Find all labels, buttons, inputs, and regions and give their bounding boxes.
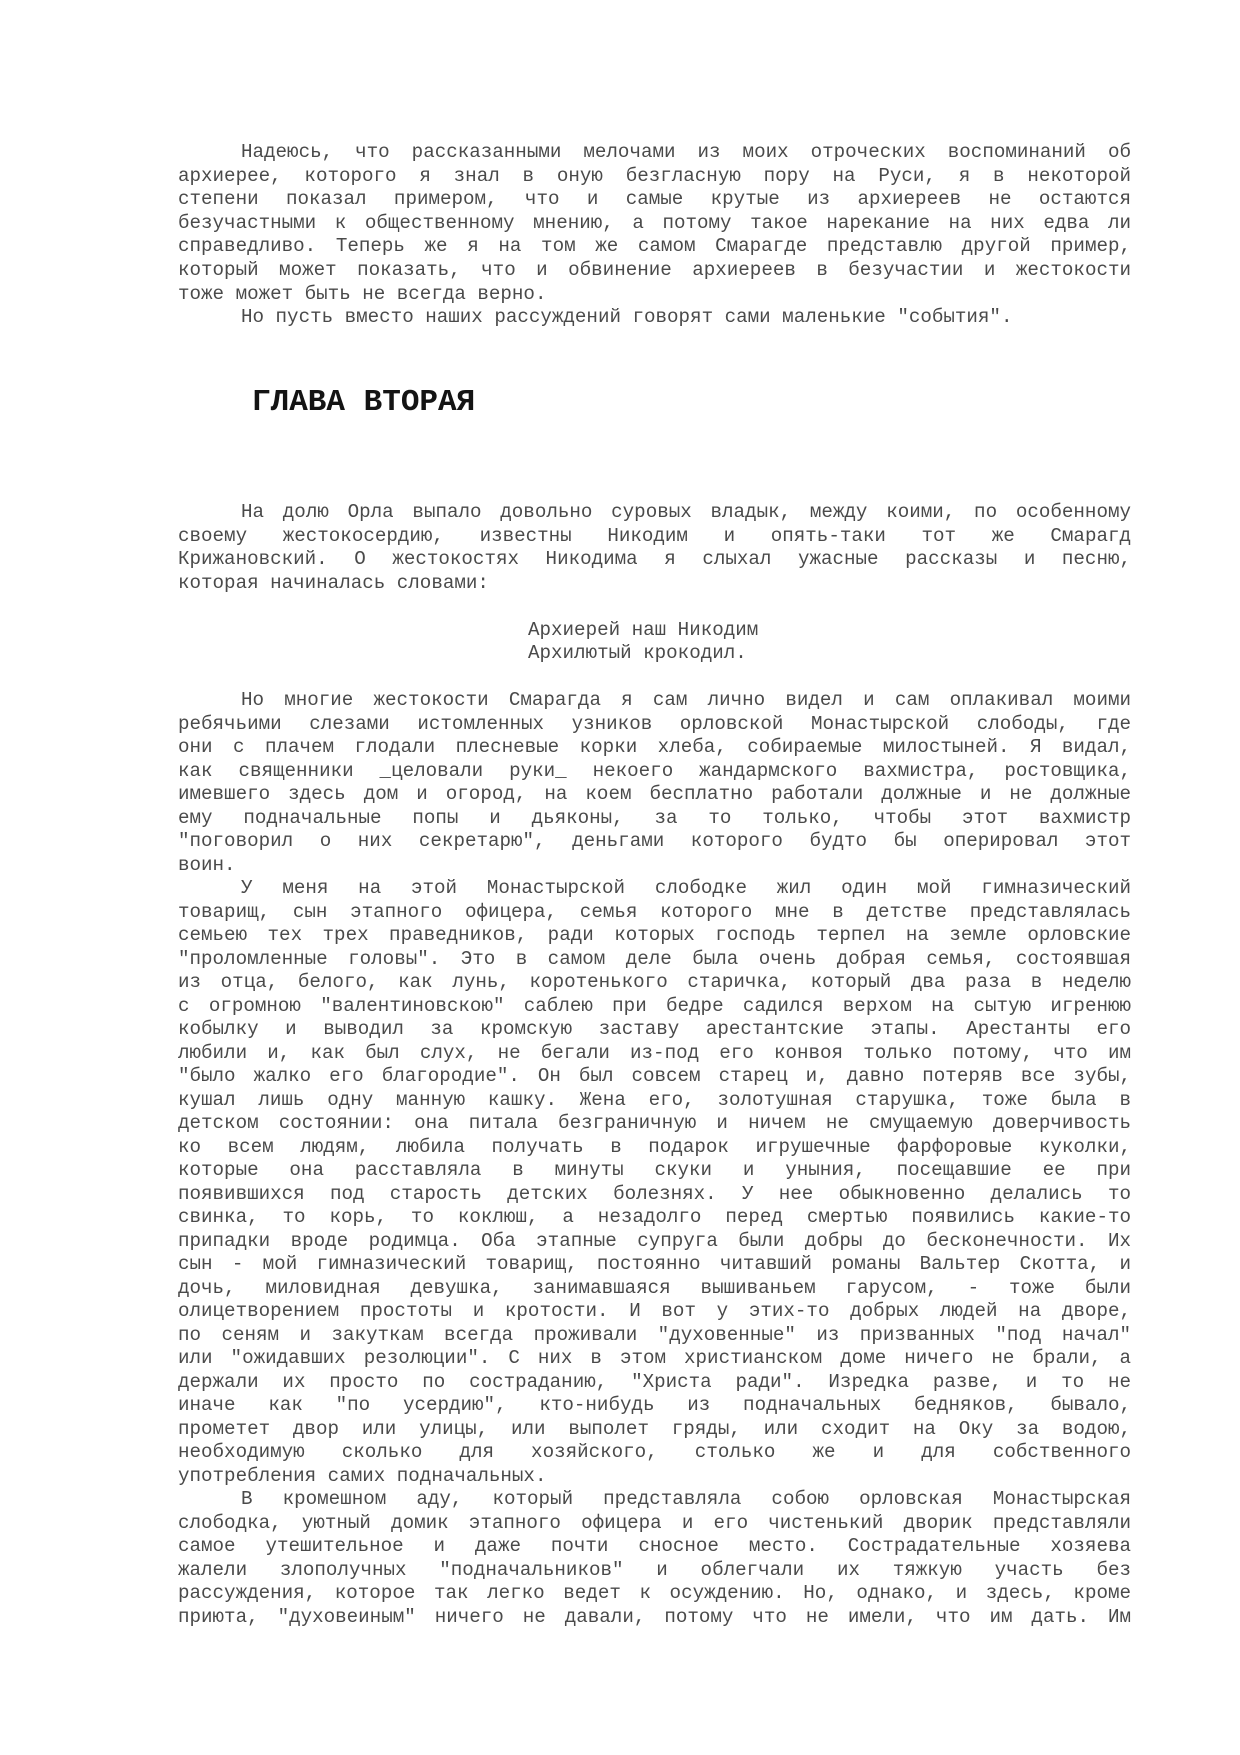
text-line: ребячьими слезами истомленных узников орловской Монастырской слободы, где <box>178 713 1131 735</box>
text-line: "поговорил о них секретарю", деньгами которого будто бы оперировал этот <box>178 830 1131 852</box>
text-line: по сеням и закуткам всегда проживали "духовенные" из призванных "под начал" <box>178 1324 1131 1346</box>
text-line: справедливо. Теперь же я на том же самом Смарагде представлю другой пример, <box>178 235 1131 257</box>
text-line: появившихся под старость детских болезнях. У нее обыкновенно делались то <box>178 1183 1131 1205</box>
text-line: В кромешном аду, который представляла собою орловская Монастырская <box>241 1488 1131 1510</box>
text-line: необходимую сколько для хозяйского, столько же и для собственного <box>178 1441 1131 1463</box>
text-line: своему жестокосердию, известны Никодим и опять-таки тот же Смарагд <box>178 525 1131 547</box>
text-line: которая начиналась словами: <box>178 572 489 594</box>
text-line: держали их просто по состраданию, "Христа ради". Изредка разве, и то не <box>178 1371 1131 1393</box>
text-line: или "ожидавших резолюции". С них в этом христианском доме ничего не брали, а <box>178 1347 1131 1369</box>
text-line: рассуждения, которое так легко ведет к осуждению. Но, однако, и здесь, кроме <box>178 1582 1131 1604</box>
verse-line: Архилютый крокодил. <box>528 642 747 664</box>
text-line: ему подначальные попы и дьяконы, за то только, чтобы этот вахмистр <box>178 807 1131 829</box>
text-line: ко всем людям, любила получать в подарок игрушечные фарфоровые куколки, <box>178 1136 1131 1158</box>
text-line: который может показать, что и обвинение архиереев в безучастии и жестокости <box>178 259 1131 281</box>
text-line: Но многие жестокости Смарагда я сам лично видел и сам оплакивал моими <box>241 689 1131 711</box>
text-line: детском состоянии: она питала безграничную и ничем не смущаемую доверчивость <box>178 1112 1131 1134</box>
text-line: дочь, миловидная девушка, занимавшаяся вышиваньем гарусом, - тоже были <box>178 1277 1131 1299</box>
text-line: семьею тех трех праведников, ради которых господь терпел на земле орловские <box>178 924 1131 946</box>
text-line: жалели злополучных "подначальников" и облегчали их тяжкую участь без <box>178 1559 1131 1581</box>
verse-line: Архиерей наш Никодим <box>528 619 759 641</box>
text-line: Крижановский. О жестокостях Никодима я слыхал ужасные рассказы и песню, <box>178 548 1131 570</box>
text-line: "было жалко его благородие". Он был совсем старец и, давно потеряв все зубы, <box>178 1065 1131 1087</box>
text-line: тоже может быть не всегда верно. <box>178 283 547 305</box>
text-line: слободка, уютный домик этапного офицера и его чистенький дворик представляли <box>178 1512 1131 1534</box>
text-line: с огромною "валентиновскою" саблею при бедре садился верхом на сытую игренюю <box>178 995 1131 1017</box>
text-line: кобылку и выводил за кромскую заставу арестантские этапы. Арестанты его <box>178 1018 1131 1040</box>
text-line: олицетворением простоты и кротости. И вот у этих-то добрых людей на дворе, <box>178 1300 1131 1322</box>
text-line: Надеюсь, что рассказанными мелочами из моих отроческих воспоминаний об <box>241 141 1131 163</box>
text-line: "проломленные головы". Это в самом деле была очень добрая семья, состоявшая <box>178 948 1131 970</box>
text-line: как священники _целовали руки_ некоего жандармского вахмистра, ростовщика, <box>178 760 1131 782</box>
text-line: приюта, "духовеиным" ничего не давали, потому что не имели, что им дать. Им <box>178 1606 1131 1628</box>
text-line: иначе как "по усердию", кто-нибудь из подначальных бедняков, бывало, <box>178 1394 1131 1416</box>
text-line: товарищ, сын этапного офицера, семья которого мне в детстве представлялась <box>178 901 1131 923</box>
text-line: Но пусть вместо наших рассуждений говорят сами маленькие "события". <box>241 306 1013 328</box>
text-line: У меня на этой Монастырской слободке жил один мой гимназический <box>241 877 1131 899</box>
text-line: архиерее, которого я знал в оную безгласную пору на Руси, я в некоторой <box>178 165 1131 187</box>
text-line: имевшего здесь дом и огород, на коем бесплатно работали должные и не должные <box>178 783 1131 805</box>
text-line: свинка, то корь, то коклюш, а незадолго перед смертью появились какие-то <box>178 1206 1131 1228</box>
text-line: безучастными к общественному мнению, а потому такое нарекание на них едва ли <box>178 212 1131 234</box>
text-line: любили и, как был слух, не бегали из-под его конвоя только потому, что им <box>178 1042 1131 1064</box>
text-line: из отца, белого, как лунь, коротенького старичка, который два раза в неделю <box>178 971 1131 993</box>
text-line: припадки вроде родимца. Оба этапные супруга были добры до бесконечности. Их <box>178 1230 1131 1252</box>
text-line: кушал лишь одну манную кашку. Жена его, золотушная старушка, тоже была в <box>178 1089 1131 1111</box>
text-line: сын - мой гимназический товарищ, постоянно читавший романы Вальтер Скотта, и <box>178 1253 1131 1275</box>
text-line: употребления самих подначальных. <box>178 1465 547 1487</box>
text-line: самое утешительное и даже почти сносное место. Сострадательные хозяева <box>178 1535 1131 1557</box>
text-line: степени показал примером, что и самые крутые из архиереев не остаются <box>178 188 1131 210</box>
text-line: На долю Орла выпало довольно суровых владык, между коими, по особенному <box>241 501 1131 523</box>
chapter-heading: ГЛАВА ВТОРАЯ <box>252 385 476 420</box>
text-line: они с плачем глодали плесневые корки хлеба, собираемые милостыней. Я видал, <box>178 736 1131 758</box>
text-line: прометет двор или улицы, или выполет гряды, или сходит на Оку за водою, <box>178 1418 1131 1440</box>
text-line: которые она расставляла в минуты скуки и уныния, посещавшие ее при <box>178 1159 1131 1181</box>
text-line: воин. <box>178 854 236 876</box>
